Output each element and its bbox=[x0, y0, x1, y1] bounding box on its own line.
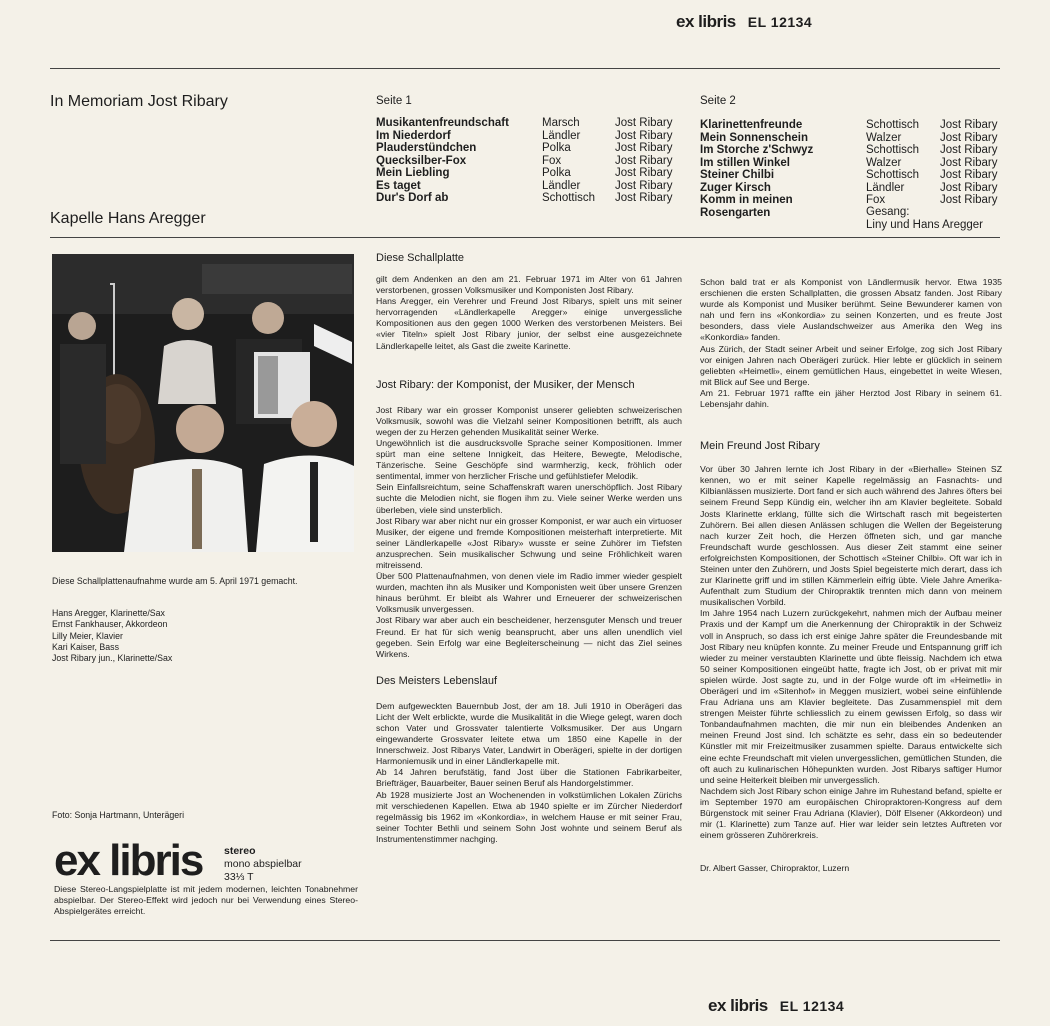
musician-entry: Jost Ribary jun., Klarinette/Sax bbox=[52, 653, 173, 664]
track-composer: Jost Ribary bbox=[615, 192, 673, 204]
brand-label: ex libris bbox=[708, 996, 768, 1015]
exlibris-logo: ex libris bbox=[54, 836, 203, 885]
musician-entry: Ernst Fankhauser, Akkordeon bbox=[52, 619, 168, 630]
vocal-label: Gesang: bbox=[866, 206, 910, 218]
band-name: Kapelle Hans Aregger bbox=[50, 210, 206, 227]
track-title: Mein Liebling bbox=[376, 167, 450, 179]
format-info bbox=[224, 845, 302, 884]
track-genre: Schottisch bbox=[866, 119, 920, 131]
track-composer: Jost Ribary bbox=[615, 154, 673, 167]
section-body bbox=[376, 274, 682, 352]
track-genre: Ländler bbox=[542, 129, 581, 142]
paragraph: Nachdem sich Jost Ribary schon einige Jahre im Ruhestand befand, spielte er im September 1970 am europäischen Chiropraktoren-Kongress auf dem Bürgenstock mit seiner Frau Adriana (Klavier), Dölf Elsener (Akkordeon) und mir (1. Klarinette) zum Tanze auf. Hier war leider sein letztes Auftreten vor einem grösseren Zuhörerkreis. bbox=[700, 785, 1002, 841]
divider bbox=[50, 68, 1000, 69]
track-composer: Jost Ribary bbox=[615, 142, 673, 154]
track-title: Steiner Chilbi bbox=[700, 169, 775, 181]
catalog-code-bottom bbox=[708, 996, 844, 1016]
musician-entry: Hans Aregger, Klarinette/Sax bbox=[52, 608, 165, 618]
stereo-label: stereo bbox=[224, 845, 256, 857]
divider bbox=[50, 940, 1000, 941]
track-title: Zuger Kirsch bbox=[700, 181, 771, 194]
musician-entry: Lilly Meier, Klavier bbox=[52, 630, 123, 641]
track-genre: Schottisch bbox=[866, 144, 920, 156]
photo-credit: Foto: Sonja Hartmann, Unterägeri bbox=[52, 810, 185, 820]
track-genre: Walzer bbox=[866, 131, 902, 144]
track-composer: Jost Ribary bbox=[940, 169, 998, 181]
track-title: Klarinettenfreunde bbox=[700, 119, 803, 131]
track-composer: Jost Ribary bbox=[940, 181, 998, 194]
track-genre: Polka bbox=[542, 142, 571, 154]
paragraph: gilt dem Andenken an den am 21. Februar 1971 im Alter von 61 Jahren verstorbenen, grossen Volksmusiker und Komponisten Jost Ribary. bbox=[376, 274, 682, 296]
track-genre: Walzer bbox=[866, 156, 902, 169]
track-row bbox=[376, 117, 696, 130]
section-heading: Diese Schallplatte bbox=[376, 252, 465, 264]
section-body bbox=[376, 701, 682, 845]
track-row bbox=[700, 144, 1005, 157]
musician-entry: Kari Kaiser, Bass bbox=[52, 641, 119, 652]
side2-heading: Seite 2 bbox=[700, 95, 736, 107]
section-body bbox=[700, 464, 1002, 841]
paragraph: Sein Einfallsreichtum, seine Schaffenskraft waren unerschöpflich. Jost Ribary suchte die Melodien nicht, sie flogen ihm zu. Viele seiner Werke werden uns überleben, viele sind unsterblich. bbox=[376, 482, 682, 515]
paragraph: Ab 1928 musizierte Jost an Wochenenden in volkstümlichen Lokalen Zürichs mit verschiedenen Kapellen. Etwa ab 1940 spielte er im Zürcher Niederdorf regelmässig bis 1962 im «Konkordia», in welchem Hause er mit seiner Frau, seiner Tochter Bethli und seinem Sohn Jost wohnte und seinem Beruf als Instrumentenstimmer nachging. bbox=[376, 789, 682, 844]
side2-tracklist bbox=[700, 119, 1005, 219]
paragraph: Schon bald trat er als Komponist von Ländlermusik hervor. Etwa 1935 erschienen die ersten Schallplatten, die grossen Absatz fanden. Jost Ribary wurde als Komponist und Musiker berühmt. Seine Bewunderer kamen von nah und fern ins «Konkordia» zu seinen Konzerten, und es freute Jost besonders, dass viele Auslandschweizer aus Amerika den Weg ins «Konkordia» fanden. bbox=[700, 277, 1002, 343]
track-row bbox=[376, 155, 696, 168]
mono-label: mono abspielbar bbox=[224, 858, 302, 870]
track-genre: Ländler bbox=[542, 179, 581, 192]
stereo-note: Diese Stereo-Langspielplatte ist mit jedem modernen, leichten Tonabnehmer abspielbar. Der Stereo-Effekt wird jedoch nur bei Verwendung eines Stereo-Abspielgerätes erreicht. bbox=[54, 884, 358, 917]
track-genre: Fox bbox=[542, 154, 562, 167]
side1-tracklist bbox=[376, 117, 696, 205]
track-composer: Jost Ribary bbox=[615, 167, 673, 179]
track-title: Musikantenfreundschaft bbox=[376, 117, 509, 129]
band-photo-image bbox=[52, 254, 354, 552]
track-composer: Jost Ribary bbox=[940, 131, 998, 144]
paragraph: Ungewöhnlich ist die ausdrucksvolle Sprache seiner Kompositionen. Immer spürt man eine seltene Innigkeit, das Heitere, Bewegte, Melodische, Tänzerische. Seine Geschöpfe sind warmherzig, keck, fröhlich oder sentimental, immer von herzlicher Frische und gefühlstiefer Melodik. bbox=[376, 437, 682, 482]
vocalists: Liny und Hans Aregger bbox=[866, 219, 983, 231]
track-row bbox=[376, 167, 696, 180]
track-row bbox=[700, 182, 1005, 195]
catalog-code-top bbox=[676, 12, 812, 32]
album-title: In Memoriam Jost Ribary bbox=[50, 93, 228, 110]
track-genre: Polka bbox=[542, 167, 571, 179]
track-composer: Jost Ribary bbox=[615, 117, 673, 129]
track-row bbox=[700, 157, 1005, 170]
track-composer: Jost Ribary bbox=[940, 119, 998, 131]
track-row bbox=[700, 119, 1005, 132]
section-heading: Des Meisters Lebenslauf bbox=[376, 674, 498, 687]
track-row bbox=[700, 194, 1005, 219]
paragraph: Am 21. Februar 1971 raffte ein jäher Herztod Jost Ribary in seinem 61. Lebensjahr dahin. bbox=[700, 387, 1002, 410]
track-genre: Schottisch bbox=[542, 192, 596, 204]
side1-heading: Seite 1 bbox=[376, 95, 412, 107]
section-body bbox=[700, 277, 1002, 410]
track-genre: Marsch bbox=[542, 117, 580, 129]
paragraph: Hans Aregger, ein Verehrer und Freund Jost Ribarys, spielt uns mit seiner hervorragenden «Ländlerkapelle Aregger» einige unvergessliche Kompositionen aus den gegen 1000 Werken des verstorbenen Meisters. Bei «vier Titeln» spielt Jost Ribary junior, der selbst eine ausgezeichnete Ländlerkapelle leitet, als Gast die zweite Karinette. bbox=[376, 296, 682, 351]
track-genre: Schottisch bbox=[866, 169, 920, 181]
signature: Dr. Albert Gasser, Chiropraktor, Luzern bbox=[700, 863, 850, 874]
track-row bbox=[700, 169, 1005, 182]
track-title: Dur's Dorf ab bbox=[376, 192, 449, 204]
track-composer: Jost Ribary bbox=[940, 144, 998, 156]
track-row bbox=[376, 180, 696, 193]
track-title: Im Niederdorf bbox=[376, 129, 451, 142]
paragraph: Im Jahre 1954 nach Luzern zurückgekehrt, nahmen mich der Aufbau meiner Praxis und der Kampf um die Anerkennung der Chiropraktik in der Schweiz voll in Anspruch, so dass ich erst einige Jahre später die Freundesbande mit Jost Ribary neu knüpfen konnte. Zu meiner Freude und Entspannung griff ich wieder zu meiner verstaubten Klarinette und übte fleissig. Nachdem ich etwa 50 seiner Kompositionen eingeübt hatte, fragte ich Jost, ob er privat mit mir spielen würde. Jost sagte zu, und in der Folge wurde oft im «Heimetli» in Oberägeri und im «Sitenhof» in Meggen musiziert, wobei seine einfühlende Frau Adriana uns am Klavier begleitete. Das Zusammenspiel mit dem strengen Meister führte schliesslich zu einem gewissen Erfolg, so dass wir Tonbandaufnahmen machten, die mir nun ein bleibendes Andenken an meinen Freund Jost sind. Ich schätzte es sehr, dass ein so bedeutender Künstler mit mir Freizeitmusiker zusammen spielte. Daraus entwickelte sich eine echte Freundschaft mit vielen unvergesslichen, gemütlichen Stunden, die oft auch zu kulinarischen Höhepunkten wurden. Jost Ribarys saftiger Humor und seine Heiterkeit bleiben mir unvergesslich. bbox=[700, 608, 1002, 785]
paragraph: Jost Ribary war ein grosser Komponist unserer geliebten schweizerischen Volksmusik, sowohl was die Vielzahl seiner Kompositionen betrifft, als auch wegen der zu Herzen gehenden Musikalität seiner Werke. bbox=[376, 404, 682, 437]
section-body bbox=[376, 405, 682, 660]
divider bbox=[50, 237, 1000, 238]
track-title: Im stillen Winkel bbox=[700, 156, 791, 169]
brand-label: ex libris bbox=[676, 12, 736, 31]
paragraph: Jost Ribary war aber auch ein bescheidener, herzensguter Mensch und treuer Freund. Er hat für sich wenig beansprucht, aber uns allen unendlich viel gegeben. Sein Erfolg war eine Begleiterscheinung — nicht das Ziel seines Wirkens. bbox=[376, 615, 682, 659]
paragraph: Aus Zürich, der Stadt seiner Arbeit und seiner Erfolge, zog sich Jost Ribary vor einigen Jahren nach Oberägeri zurück. Hier lebte er glücklich in seinem geliebten «Heimetli», einem gemütlichen Haus, eingebettet in weite Wiesen, mit Blick auf See und Berge. bbox=[700, 343, 1002, 387]
track-composer: Jost Ribary bbox=[940, 194, 998, 206]
track-composer: Jost Ribary bbox=[615, 129, 673, 142]
catalog-number: EL 12134 bbox=[779, 998, 845, 1014]
track-composer: Jost Ribary bbox=[940, 156, 998, 169]
track-title: Plauderstündchen bbox=[376, 142, 477, 154]
speed-label: 33⅓ T bbox=[224, 871, 254, 883]
track-row bbox=[376, 130, 696, 143]
section-heading: Jost Ribary: der Komponist, der Musiker, der Mensch bbox=[376, 378, 635, 391]
paragraph: Ab 14 Jahren berufstätig, fand Jost über die Stationen Fabrikarbeiter, Briefträger, Bauarbeiter, Bauer seinen Beruf als Handorgelstimmer. bbox=[376, 767, 682, 789]
track-title: Im Storche z'Schwyz bbox=[700, 144, 814, 156]
track-genre: Ländler bbox=[866, 181, 905, 194]
paragraph: Jost Ribary war aber nicht nur ein grosser Komponist, er war auch ein virtuoser Musiker, der eigene und fremde Kompositionen meisterhaft interpretierte. Mit seiner Ländlerkapelle «Jost Ribary» wusste er seine Zuhörer im Tiefsten anzusprechen. Sein musikalischer Schwung und seine Fröhlichkeit waren mitreissend. bbox=[376, 515, 682, 570]
band-photo bbox=[52, 254, 354, 552]
column-2 bbox=[376, 252, 682, 845]
paragraph: Dem aufgeweckten Bauernbub Jost, der am 18. Juli 1910 in Oberägeri das Licht der Welt erblickte, wurde die Musikalität in die Wiege gelegt, waren doch schon Vater und Grossvater talentierte Volksmusiker. Der aus Ungarn eingewanderte Grossvater leitete etwa um 1850 eine Kapelle in der Innerschweiz. Jost Ribarys Vater, Landwirt in Oberägeri, spielte in der dortigen Harmoniemusik und in einer Ländlerkapelle mit. bbox=[376, 700, 682, 767]
section-heading: Mein Freund Jost Ribary bbox=[700, 440, 820, 453]
track-title: Quecksilber-Fox bbox=[376, 154, 467, 167]
track-row bbox=[376, 192, 696, 205]
track-title: Komm in meinen Rosengarten bbox=[700, 194, 793, 219]
catalog-number: EL 12134 bbox=[747, 14, 813, 30]
track-title: Es taget bbox=[376, 179, 421, 192]
track-composer: Jost Ribary bbox=[615, 179, 673, 192]
track-row bbox=[376, 142, 696, 155]
musician-list bbox=[52, 608, 172, 664]
track-genre: Fox bbox=[866, 194, 886, 206]
photo-caption: Diese Schallplattenaufnahme wurde am 5. April 1971 gemacht. bbox=[52, 576, 298, 586]
track-title: Mein Sonnenschein bbox=[700, 131, 808, 144]
paragraph: Vor über 30 Jahren lernte ich Jost Ribary in der «Bierhalle» Steinen SZ kennen, wo er mit seiner Kapelle regelmässig an Fasnachts- und Kilbianlässen musizierte. Dort fand er sich auch während des Jahres öfters bei seinem Freund Sepp Kündig ein, welcher ihn am Klavier begleitete. Sobald Josts Klarinette erklang, füllte sich die Wirtschaft rasch mit begeisterten Zuhörern. Bei allen diesen Anlässen schlugen die Wellen der Begeisterung nach kurzer Zeit hoch, die Herzen öffneten sich, und gar manche Freundschaft wurde geschlossen. Aus dieser Zeit stammt eine seiner erfolgreichsten Kompositionen, der Schottisch «Steiner Chilbi». Oft war ich in Steinen unter den Zuhörern, und Josts Spiel begeisterte mich derart, dass ich zur Klarinette griff und im stillen Kämmerlein eifrig übte. Viele Jahre Amerika-Aufenthalt zum Studium der Chiropraktik trennten mich dann von meinem musikalischen Vorbild. bbox=[700, 464, 1002, 608]
paragraph: Über 500 Plattenaufnahmen, von denen viele im Radio immer wieder gespielt wurden, machten ihn als Musiker und Komponisten weit über unsere Grenzen hinaus berühmt. Er bleibt als Wahrer und Erneuerer der schweizerischen Volksmusik unvergessen. bbox=[376, 571, 682, 615]
column-3 bbox=[700, 277, 1002, 874]
track-row bbox=[700, 132, 1005, 145]
